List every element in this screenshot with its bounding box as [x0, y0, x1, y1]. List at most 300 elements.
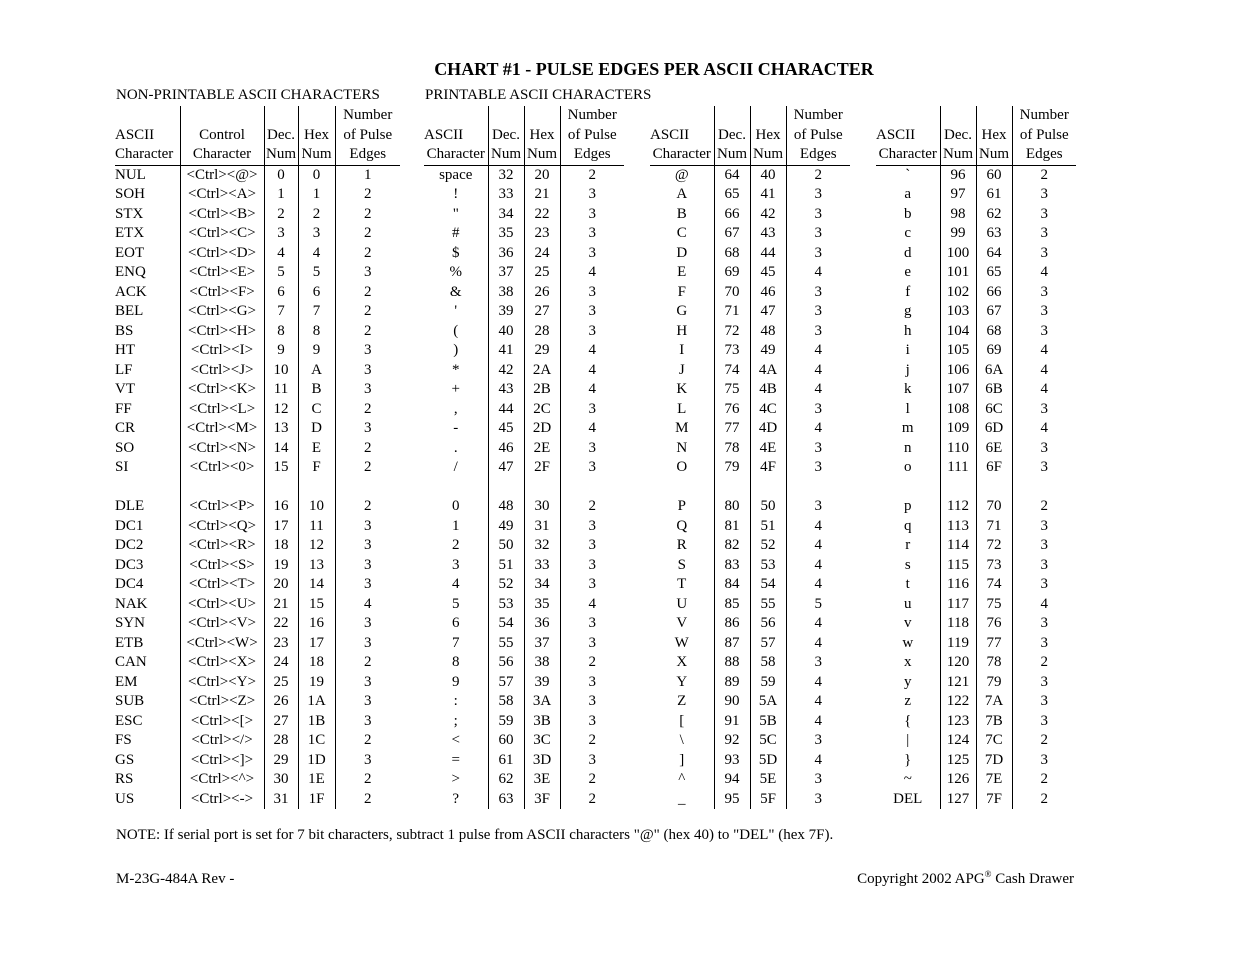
table-cell: 70 — [714, 283, 750, 303]
table-cell: t — [905, 576, 910, 592]
header-cell — [876, 106, 940, 126]
table-cell: 25 — [264, 673, 298, 693]
table-row — [650, 205, 850, 225]
table-cell: 115 — [940, 556, 976, 576]
table-cell: 3 — [1012, 536, 1076, 556]
table-cell: G — [676, 303, 688, 319]
table-cell: 9 — [452, 673, 460, 690]
table-cell: 78 — [714, 439, 750, 459]
table-cell: 2 — [1012, 790, 1076, 810]
table-row — [424, 653, 624, 673]
table-row — [424, 322, 624, 342]
header-cell: Hex — [750, 126, 786, 146]
table-row — [115, 419, 400, 439]
table-cell: 32 — [488, 165, 524, 185]
table-cell: 3F — [524, 790, 560, 810]
header-cell — [940, 106, 976, 126]
table-cell: 7A — [976, 692, 1012, 712]
table-cell: 55 — [488, 634, 524, 654]
table-cell: 59 — [750, 673, 786, 693]
table-cell: 71 — [714, 302, 750, 322]
table-cell: 4 — [786, 419, 850, 439]
table-cell: y — [904, 673, 912, 690]
table-cell: 27 — [264, 712, 298, 732]
table-row — [876, 673, 1076, 693]
table-cell: SOH — [115, 186, 146, 202]
table-row — [876, 361, 1076, 381]
table-cell: 3 — [560, 302, 624, 322]
table-cell: 7C — [976, 731, 1012, 751]
table-cell: J — [678, 361, 685, 378]
table-row — [115, 439, 400, 459]
table-cell: ! — [453, 186, 459, 202]
table-cell: ' — [454, 303, 458, 319]
table-row — [876, 790, 1076, 810]
table-cell: 83 — [714, 556, 750, 576]
table-cell: 4 — [264, 244, 298, 264]
table-cell: H — [676, 322, 688, 339]
table-cell: 3 — [1012, 614, 1076, 634]
table-cell: 2 — [264, 205, 298, 225]
table-cell: 32 — [524, 536, 560, 556]
table-cell: 2C — [524, 400, 560, 420]
header-cell — [488, 106, 524, 126]
table-cell: 38 — [488, 283, 524, 303]
table-cell: O — [676, 459, 688, 475]
table-cell: Y — [676, 673, 688, 690]
table-cell: a — [904, 186, 912, 202]
table-cell: 3 — [560, 458, 624, 478]
table-cell: * — [452, 361, 460, 378]
table-cell: 3 — [560, 244, 624, 264]
header-cell: Hex — [976, 126, 1012, 146]
table-row — [876, 400, 1076, 420]
header-cell: ASCII — [650, 126, 690, 143]
table-cell: 3 — [335, 751, 400, 771]
table-cell: 3 — [1012, 634, 1076, 654]
table-cell: 120 — [940, 653, 976, 673]
table-cell: 41 — [488, 341, 524, 361]
table-cell: 3 — [560, 205, 624, 225]
table-cell: = — [451, 751, 460, 768]
table-cell: 87 — [714, 634, 750, 654]
table-cell: 125 — [940, 751, 976, 771]
table-cell: 16 — [298, 614, 335, 634]
table-cell: 10 — [298, 497, 335, 517]
header-cell: Number — [560, 106, 624, 126]
table-cell: DC1 — [115, 517, 144, 534]
header-cell — [650, 106, 714, 126]
table-cell: 2 — [335, 770, 400, 790]
header-cell: of Pulse — [1012, 126, 1076, 146]
table-cell: 76 — [976, 614, 1012, 634]
table-row — [650, 770, 850, 790]
spacer-cell — [786, 478, 850, 498]
table-cell: A — [298, 361, 335, 381]
table-cell: CAN — [115, 654, 147, 670]
header-cell: Dec. — [264, 126, 298, 146]
table-cell: 2 — [335, 731, 400, 751]
table-cell: SO — [115, 439, 135, 456]
table-cell: 8 — [298, 322, 335, 342]
table-cell: 73 — [976, 556, 1012, 576]
table-cell: 68 — [976, 322, 1012, 342]
table-cell: 5E — [750, 770, 786, 790]
table-row — [876, 634, 1076, 654]
table-cell: 63 — [976, 224, 1012, 244]
table-row — [424, 400, 624, 420]
table-cell: 88 — [714, 653, 750, 673]
table-row — [876, 556, 1076, 576]
table-row — [115, 400, 400, 420]
table-cell: 61 — [488, 751, 524, 771]
table-cell: <Ctrl><Q> — [180, 517, 264, 537]
table-cell: 106 — [940, 361, 976, 381]
header-cell — [298, 106, 335, 126]
table-cell: 1F — [298, 790, 335, 810]
table-cell: 3 — [560, 575, 624, 595]
table-cell: 74 — [976, 575, 1012, 595]
table-cell: u — [904, 595, 912, 612]
table-cell: 42 — [750, 205, 786, 225]
table-cell: 11 — [264, 380, 298, 400]
header-cell: Hex — [298, 126, 335, 146]
table-cell: 71 — [976, 517, 1012, 537]
table-cell: 36 — [488, 244, 524, 264]
table-cell: <Ctrl><G> — [180, 302, 264, 322]
table-row — [115, 205, 400, 225]
table-cell: 3 — [335, 263, 400, 283]
table-cell: 50 — [750, 497, 786, 517]
table-cell: 19 — [264, 556, 298, 576]
table-row — [424, 692, 624, 712]
table-cell: | — [906, 732, 910, 748]
table-cell: EM — [115, 673, 138, 690]
table-cell: 4 — [335, 595, 400, 615]
table-row — [650, 517, 850, 537]
table-row — [650, 185, 850, 205]
table-cell: 10 — [264, 361, 298, 381]
table-cell: DC2 — [115, 537, 144, 553]
table-row — [876, 770, 1076, 790]
table-cell: <Ctrl><C> — [180, 224, 264, 244]
table-cell: 4 — [1012, 419, 1076, 439]
table-cell: 54 — [488, 614, 524, 634]
table-row — [876, 263, 1076, 283]
table-cell: 62 — [976, 205, 1012, 225]
table-row — [115, 536, 400, 556]
table-row — [650, 419, 850, 439]
table-cell: <Ctrl><M> — [180, 419, 264, 439]
table-cell: 3 — [1012, 439, 1076, 459]
header-row — [650, 126, 850, 146]
table-cell: 119 — [940, 634, 976, 654]
table-cell: STX — [115, 205, 144, 222]
header-cell: Num — [714, 145, 750, 165]
table-cell: x — [904, 654, 912, 670]
table-cell: 3 — [335, 634, 400, 654]
header-cell: Num — [488, 145, 524, 165]
table-cell: 75 — [714, 380, 750, 400]
table-cell: 109 — [940, 419, 976, 439]
table-cell: 3 — [1012, 673, 1076, 693]
table-cell: 11 — [298, 517, 335, 537]
table-cell: ACK — [115, 283, 147, 300]
table-cell: CR — [115, 420, 136, 436]
table-cell: 111 — [940, 458, 976, 478]
table-cell: - — [453, 420, 459, 436]
table-cell: 3 — [560, 536, 624, 556]
table-cell: 23 — [264, 634, 298, 654]
table-cell: 5 — [264, 263, 298, 283]
table-row — [424, 614, 624, 634]
table-cell: 49 — [488, 517, 524, 537]
table-cell: l — [905, 400, 910, 417]
table-cell: <Ctrl><W> — [180, 634, 264, 654]
table-cell: P — [677, 498, 686, 514]
table-cell: R — [676, 537, 687, 553]
table-row — [876, 165, 1076, 185]
table-cell: 3 — [786, 400, 850, 420]
printable-ascii-table-3 — [876, 106, 1076, 809]
table-cell: 4 — [786, 341, 850, 361]
table-cell: <Ctrl><U> — [180, 595, 264, 615]
table-cell: 22 — [524, 205, 560, 225]
header-row — [115, 145, 400, 165]
table-row — [424, 419, 624, 439]
table-row — [115, 634, 400, 654]
table-cell: 114 — [940, 536, 976, 556]
spacer-cell — [488, 478, 524, 498]
table-cell: > — [451, 771, 460, 787]
table-cell: 46 — [750, 283, 786, 303]
table-cell: 26 — [264, 692, 298, 712]
table-row — [424, 497, 624, 517]
copyright-text: Copyright 2002 APG — [857, 871, 985, 887]
table-cell: 2 — [335, 458, 400, 478]
table-cell: DEL — [893, 790, 923, 807]
table-cell: 15 — [264, 458, 298, 478]
table-cell: 2 — [335, 400, 400, 420]
header-cell — [714, 106, 750, 126]
table-cell: 5 — [298, 263, 335, 283]
table-cell: j — [905, 361, 910, 378]
table-cell: 2 — [1012, 497, 1076, 517]
table-cell: # — [452, 225, 460, 241]
table-row — [876, 302, 1076, 322]
table-cell: 3E — [524, 770, 560, 790]
table-cell: ^ — [678, 771, 686, 787]
table-cell: space — [439, 166, 473, 183]
table-cell: 20 — [264, 575, 298, 595]
header-row — [876, 145, 1076, 165]
header-cell: Character — [876, 145, 940, 165]
table-cell: , — [453, 400, 458, 417]
table-cell: 25 — [524, 263, 560, 283]
table-cell: 1E — [298, 770, 335, 790]
table-cell: 3 — [335, 419, 400, 439]
table-cell: 19 — [298, 673, 335, 693]
table-cell: s — [904, 556, 911, 573]
table-row — [424, 634, 624, 654]
table-row — [424, 712, 624, 732]
table-cell: 2 — [560, 165, 624, 185]
table-cell: 92 — [714, 731, 750, 751]
table-cell: 61 — [976, 185, 1012, 205]
table-cell: 3 — [560, 185, 624, 205]
table-cell: 90 — [714, 692, 750, 712]
table-row — [876, 575, 1076, 595]
table-cell: <Ctrl><F> — [180, 283, 264, 303]
table-cell: 2 — [1012, 731, 1076, 751]
spacer-row — [650, 478, 850, 498]
table-cell: ~ — [903, 771, 912, 787]
table-row — [650, 302, 850, 322]
table-cell: 48 — [750, 322, 786, 342]
table-cell: N — [676, 439, 688, 456]
table-cell: 2 — [786, 165, 850, 185]
table-cell: 2 — [298, 205, 335, 225]
table-cell: 3 — [335, 341, 400, 361]
table-cell: 3 — [786, 302, 850, 322]
table-cell: <Ctrl><J> — [180, 361, 264, 381]
table-cell: h — [904, 322, 912, 339]
table-cell: 2 — [560, 731, 624, 751]
table-cell: 3 — [560, 712, 624, 732]
table-cell: 116 — [940, 575, 976, 595]
table-row — [424, 283, 624, 303]
table-cell: <Ctrl><X> — [180, 653, 264, 673]
table-cell: 4 — [298, 244, 335, 264]
table-cell: 8 — [452, 654, 460, 670]
table-cell: F — [298, 458, 335, 478]
table-cell: 48 — [488, 497, 524, 517]
table-row — [876, 614, 1076, 634]
header-cell — [750, 106, 786, 126]
table-cell: 69 — [714, 263, 750, 283]
table-cell: 72 — [714, 322, 750, 342]
table-cell: 2 — [335, 439, 400, 459]
table-cell: 3 — [335, 380, 400, 400]
table-cell: 43 — [488, 380, 524, 400]
table-cell: 4 — [1012, 361, 1076, 381]
table-cell: 74 — [714, 361, 750, 381]
header-cell: Hex — [524, 126, 560, 146]
header-row — [115, 106, 400, 126]
table-row — [650, 653, 850, 673]
table-cell: 5 — [452, 595, 460, 612]
table-cell: [ — [679, 712, 685, 729]
table-row — [115, 322, 400, 342]
table-cell: 47 — [750, 302, 786, 322]
table-cell: 28 — [264, 731, 298, 751]
printable-section-title: PRINTABLE ASCII CHARACTERS — [425, 87, 652, 103]
spacer-cell — [940, 478, 976, 498]
table-row — [650, 614, 850, 634]
table-row — [115, 361, 400, 381]
table-row — [876, 653, 1076, 673]
header-cell: Number — [335, 106, 400, 126]
table-cell: 3 — [786, 185, 850, 205]
table-cell: 3 — [335, 673, 400, 693]
table-row — [650, 165, 850, 185]
table-row — [876, 517, 1076, 537]
table-cell: 7F — [976, 790, 1012, 810]
table-cell: 3 — [452, 556, 460, 573]
header-cell: Num — [264, 145, 298, 165]
table-row — [424, 575, 624, 595]
table-cell: 3 — [1012, 692, 1076, 712]
table-row — [650, 634, 850, 654]
table-cell: 22 — [264, 614, 298, 634]
header-cell: ASCII — [115, 126, 155, 143]
table-cell: 3 — [786, 731, 850, 751]
header-cell: Character — [180, 145, 264, 165]
table-row — [115, 458, 400, 478]
table-cell: 96 — [940, 165, 976, 185]
table-cell: 7E — [976, 770, 1012, 790]
table-cell: <Ctrl><S> — [180, 556, 264, 576]
table-row — [115, 556, 400, 576]
table-cell: 1A — [298, 692, 335, 712]
table-cell: <Ctrl><A> — [180, 185, 264, 205]
table-cell: 37 — [524, 634, 560, 654]
table-cell: 3 — [560, 322, 624, 342]
table-cell: <Ctrl><]> — [180, 751, 264, 771]
table-cell: 9 — [264, 341, 298, 361]
table-cell: <Ctrl></> — [180, 731, 264, 751]
table-cell: V — [676, 615, 688, 631]
table-row — [115, 244, 400, 264]
table-cell: 51 — [488, 556, 524, 576]
table-cell: <Ctrl><T> — [180, 575, 264, 595]
table-cell: 1 — [264, 185, 298, 205]
table-cell: 3 — [335, 575, 400, 595]
spacer-cell — [750, 478, 786, 498]
spacer-cell — [424, 478, 488, 498]
table-row — [876, 322, 1076, 342]
table-cell: 3 — [560, 673, 624, 693]
table-cell: 7D — [976, 751, 1012, 771]
table-cell: <Ctrl><I> — [180, 341, 264, 361]
table-row — [876, 497, 1076, 517]
table-cell: 76 — [714, 400, 750, 420]
table-cell: 4 — [786, 712, 850, 732]
table-cell: W — [674, 634, 689, 651]
table-cell: q — [904, 517, 912, 534]
table-row — [424, 751, 624, 771]
table-row — [424, 205, 624, 225]
table-cell: 56 — [750, 614, 786, 634]
table-cell: 4 — [786, 536, 850, 556]
table-row — [424, 536, 624, 556]
table-cell: 3 — [786, 770, 850, 790]
table-cell: 26 — [524, 283, 560, 303]
table-cell: 3 — [786, 458, 850, 478]
table-cell: 4 — [786, 556, 850, 576]
table-cell: HT — [115, 342, 135, 358]
table-cell: 97 — [940, 185, 976, 205]
table-cell: <Ctrl><E> — [180, 263, 264, 283]
header-cell — [264, 106, 298, 126]
table-cell: 3 — [1012, 302, 1076, 322]
table-cell: 31 — [264, 790, 298, 810]
table-cell: n — [904, 439, 912, 456]
table-cell: 126 — [940, 770, 976, 790]
table-row — [115, 673, 400, 693]
table-cell: \ — [679, 732, 684, 748]
header-cell: Num — [524, 145, 560, 165]
